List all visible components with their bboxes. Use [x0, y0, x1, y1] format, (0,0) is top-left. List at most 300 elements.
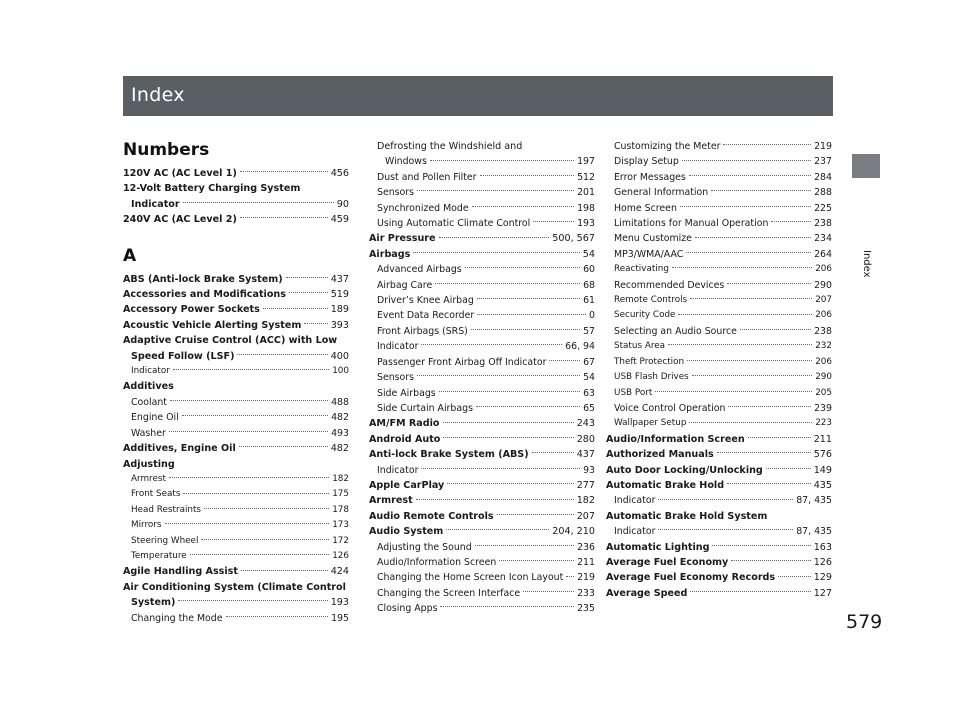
index-entry[interactable]: [369, 586, 595, 601]
index-entry[interactable]: [369, 540, 595, 555]
dot-leader: [173, 369, 329, 370]
index-entry-page[interactable]: 290: [814, 279, 832, 291]
index-entry-page[interactable]: 90: [336, 198, 349, 210]
index-entry-page[interactable]: 284: [814, 171, 832, 183]
index-entry-term: Wallpaper Setup: [614, 418, 687, 429]
dot-leader: [240, 171, 328, 172]
index-entry[interactable]: [606, 478, 832, 493]
index-entry-page[interactable]: 201: [577, 187, 595, 199]
index-entry-page[interactable]: 182: [576, 495, 595, 507]
dot-leader: [439, 391, 580, 392]
index-entry-term: Authorized Manuals: [606, 449, 714, 461]
index-entry-term: Limitations for Manual Operation: [614, 218, 769, 230]
dot-leader: [240, 217, 328, 218]
index-entry-page[interactable]: 204, 210: [552, 526, 595, 538]
index-entry[interactable]: [369, 339, 595, 354]
index-entry-term: Selecting an Audio Source: [614, 325, 737, 337]
dot-leader: [417, 375, 580, 376]
index-entry[interactable]: [123, 534, 349, 549]
dot-leader: [655, 391, 812, 392]
index-entry[interactable]: [606, 355, 832, 370]
index-entry-page[interactable]: 234: [814, 233, 832, 245]
index-entry[interactable]: [123, 472, 349, 487]
index-entry-page[interactable]: 219: [577, 572, 595, 584]
index-entry-term: Air Pressure: [369, 233, 436, 245]
index-entry-page[interactable]: 238: [814, 218, 832, 230]
index-entry[interactable]: [369, 370, 595, 385]
index-entry-page[interactable]: 193: [330, 597, 349, 609]
index-entry-page[interactable]: 87, 435: [796, 495, 832, 507]
index-entry[interactable]: [369, 231, 595, 246]
dot-leader: [417, 190, 574, 191]
dot-leader: [465, 267, 580, 268]
dot-leader: [731, 560, 810, 561]
dot-leader: [439, 237, 550, 238]
index-entry[interactable]: [123, 395, 349, 410]
index-entry[interactable]: [369, 185, 595, 200]
index-entry-term: Advanced Airbags: [377, 264, 462, 276]
index-entry-term: Side Airbags: [377, 387, 436, 399]
index-entry-page[interactable]: 207: [815, 295, 832, 306]
index-entry-page[interactable]: 66, 94: [565, 341, 595, 353]
index-entry[interactable]: [369, 509, 595, 524]
index-entry-term: Voice Control Operation: [614, 402, 726, 414]
index-entry-page[interactable]: 211: [813, 433, 832, 445]
index-entry-page[interactable]: 232: [815, 341, 832, 352]
index-entry-page[interactable]: 459: [330, 214, 349, 226]
index-entry[interactable]: [606, 416, 832, 431]
index-entry-term: Front Airbags (SRS): [377, 325, 468, 337]
index-entry-page[interactable]: 280: [576, 433, 595, 445]
dot-leader: [680, 206, 811, 207]
index-entry[interactable]: [606, 493, 832, 508]
section-heading: A: [123, 245, 137, 266]
dot-leader: [687, 360, 812, 361]
index-entry[interactable]: [123, 287, 349, 302]
index-entry-term: Status Area: [614, 341, 666, 352]
page-number: 579: [846, 611, 883, 633]
index-entry[interactable]: [606, 401, 832, 416]
index-entry-term: General Information: [614, 187, 709, 199]
index-entry-page[interactable]: 172: [332, 535, 349, 546]
index-entry-page[interactable]: 93: [583, 464, 595, 476]
index-entry-page[interactable]: 0: [589, 310, 595, 322]
index-entry-term: Accessories and Modifications: [123, 289, 286, 301]
index-entry-page[interactable]: 290: [815, 372, 832, 383]
index-entry-term: Average Speed: [606, 587, 688, 599]
index-entry-page[interactable]: 54: [583, 372, 595, 384]
index-entry[interactable]: [606, 555, 832, 570]
index-entry-term: Engine Oil: [131, 412, 179, 424]
index-entry[interactable]: [369, 216, 595, 231]
index-entry-term: Error Messages: [614, 171, 686, 183]
index-entry[interactable]: [606, 586, 832, 601]
index-entry[interactable]: [369, 524, 595, 539]
dot-leader: [499, 560, 574, 561]
dot-leader: [289, 292, 328, 293]
index-entry-term: Indicator: [614, 495, 656, 507]
index-entry[interactable]: [606, 339, 832, 354]
index-entry-page[interactable]: 65: [583, 402, 595, 414]
index-entry-page[interactable]: 493: [331, 427, 349, 439]
index-entry-page[interactable]: 60: [583, 264, 595, 276]
dot-leader: [668, 344, 812, 345]
index-entry[interactable]: [123, 611, 349, 626]
index-entry[interactable]: [606, 324, 832, 339]
index-entry-page[interactable]: 195: [331, 612, 349, 624]
index-entry-page[interactable]: 435: [813, 479, 832, 491]
dot-leader: [443, 422, 574, 423]
index-entry[interactable]: [369, 478, 595, 493]
index-entry-page[interactable]: 488: [331, 396, 349, 408]
index-entry-page[interactable]: 126: [813, 556, 832, 568]
index-entry-term: Sensors: [377, 372, 415, 384]
dot-leader: [727, 283, 811, 284]
index-entry[interactable]: [606, 247, 832, 262]
index-entry-page[interactable]: 211: [577, 556, 595, 568]
dot-leader: [477, 298, 580, 299]
index-entry[interactable]: [369, 493, 595, 508]
index-entry-page[interactable]: 219: [814, 141, 832, 152]
index-entry[interactable]: [606, 463, 832, 478]
index-entry[interactable]: [123, 364, 349, 379]
index-entry[interactable]: [369, 555, 595, 570]
index-entry-page[interactable]: 238: [814, 325, 832, 337]
dot-leader: [304, 323, 327, 324]
index-entry[interactable]: [606, 370, 832, 385]
dot-leader: [204, 508, 329, 509]
dot-leader: [658, 529, 793, 530]
dot-leader: [727, 483, 811, 484]
dot-leader: [430, 160, 574, 161]
dot-leader: [472, 206, 574, 207]
dot-leader: [421, 344, 562, 345]
index-entry-term: Customizing the Meter: [614, 141, 721, 152]
dot-leader: [446, 529, 549, 530]
index-entry[interactable]: [606, 278, 832, 293]
dot-leader: [169, 477, 329, 478]
index-entry-term: Event Data Recorder: [377, 310, 475, 322]
dot-leader: [690, 298, 812, 299]
index-entry-term: Indicator: [377, 341, 419, 353]
index-entry-page[interactable]: 233: [577, 587, 595, 599]
index-entry[interactable]: [369, 170, 595, 185]
index-entry[interactable]: [369, 447, 595, 462]
index-entry-term: Steering Wheel: [131, 535, 199, 546]
index-entry-page[interactable]: 424: [330, 566, 349, 578]
index-entry[interactable]: [606, 231, 832, 246]
index-entry-page[interactable]: 225: [814, 202, 832, 214]
index-entry[interactable]: [369, 355, 595, 370]
index-entry-term: Armrest: [131, 473, 166, 484]
index-entry-page[interactable]: 393: [330, 319, 349, 331]
index-entry-term: Average Fuel Economy: [606, 556, 729, 568]
index-entry-term: Anti-lock Brake System (ABS): [369, 449, 529, 461]
index-entry[interactable]: [369, 401, 595, 416]
index-entry-term: Synchronized Mode: [377, 202, 469, 214]
index-entry[interactable]: [606, 154, 832, 169]
index-entry[interactable]: [123, 518, 349, 533]
index-entry-page[interactable]: 126: [332, 550, 349, 561]
index-entry-term: Acoustic Vehicle Alerting System: [123, 319, 302, 331]
index-entry-page[interactable]: 206: [815, 264, 832, 275]
index-entry[interactable]: [606, 432, 832, 447]
index-entry-page[interactable]: 54: [582, 248, 595, 260]
dot-leader: [711, 190, 811, 191]
index-entry-term: Mirrors: [131, 520, 162, 531]
index-entry-term: USB Port: [614, 387, 653, 398]
index-entry-term: Indicator: [377, 464, 419, 476]
index-entry-term: Recommended Devices: [614, 279, 725, 291]
index-term: Adjusting: [123, 458, 175, 470]
index-entry-page[interactable]: 400: [330, 350, 349, 362]
index-entry-page[interactable]: 68: [583, 279, 595, 291]
index-entry[interactable]: [369, 201, 595, 216]
index-entry-term: Side Curtain Airbags: [377, 402, 473, 414]
index-entry-term: Speed Follow (LSF): [131, 350, 235, 362]
index-entry-page[interactable]: 127: [813, 587, 832, 599]
index-entry-term: Adjusting the Sound: [377, 541, 472, 553]
index-entry[interactable]: [606, 386, 832, 401]
index-entry-page[interactable]: 235: [577, 603, 595, 615]
index-entry-page[interactable]: 456: [330, 168, 349, 179]
index-entry-term: Additives, Engine Oil: [123, 443, 236, 455]
dot-leader: [549, 360, 580, 361]
index-entry-term: Menu Customize: [614, 233, 692, 245]
index-entry-page[interactable]: 500, 567: [552, 233, 595, 245]
index-entry-page[interactable]: 182: [332, 473, 349, 484]
index-entry-page[interactable]: 163: [813, 541, 832, 553]
index-term: Air Conditioning System (Climate Control: [123, 581, 346, 593]
index-entry[interactable]: [123, 503, 349, 518]
index-entry[interactable]: [606, 447, 832, 462]
dot-leader: [712, 545, 810, 546]
index-entry-page[interactable]: 61: [583, 295, 595, 307]
index-entry[interactable]: [369, 416, 595, 431]
dot-leader: [689, 175, 811, 176]
index-entry[interactable]: [123, 549, 349, 564]
side-tab-label: Index: [861, 250, 872, 278]
dot-leader: [190, 554, 329, 555]
index-entry[interactable]: [123, 197, 349, 212]
index-entry-page[interactable]: 149: [813, 464, 832, 476]
dot-leader: [690, 591, 810, 592]
index-entry-page[interactable]: 223: [815, 418, 832, 429]
index-entry[interactable]: [369, 278, 595, 293]
index-entry[interactable]: [123, 166, 349, 181]
index-term: Adaptive Cruise Control (ACC) with Low: [123, 335, 338, 347]
index-entry-page[interactable]: 519: [330, 289, 349, 301]
index-entry-page[interactable]: 576: [813, 449, 832, 461]
index-entry-page[interactable]: 288: [814, 187, 832, 199]
index-entry-term: Average Fuel Economy Records: [606, 572, 776, 584]
index-entry[interactable]: [123, 272, 349, 287]
side-tab: [854, 110, 876, 400]
dot-leader: [286, 277, 328, 278]
index-entry-page[interactable]: 243: [576, 418, 595, 430]
index-entry-term: Airbag Care: [377, 279, 433, 291]
index-entry-page[interactable]: 193: [577, 218, 595, 230]
index-entry[interactable]: [123, 426, 349, 441]
index-entry[interactable]: [606, 308, 832, 323]
dot-leader: [182, 415, 328, 416]
dot-leader: [165, 523, 330, 524]
index-entry-term: Passenger Front Airbag Off Indicator: [377, 356, 547, 368]
dot-leader: [178, 600, 327, 601]
dot-leader: [443, 437, 573, 438]
index-entry-page[interactable]: 236: [577, 541, 595, 553]
index-entry[interactable]: [369, 262, 595, 277]
index-entry[interactable]: [123, 212, 349, 227]
dot-leader: [421, 468, 580, 469]
index-term: Additives: [123, 381, 174, 393]
index-entry-term: MP3/WMA/AAC: [614, 248, 684, 260]
index-entry[interactable]: [123, 349, 349, 364]
index-entry-term: Auto Door Locking/Unlocking: [606, 464, 763, 476]
index-entry-term: Temperature: [131, 550, 187, 561]
index-entry[interactable]: [123, 595, 349, 610]
section-heading: Numbers: [123, 140, 210, 160]
dot-leader: [435, 283, 580, 284]
index-entry[interactable]: [606, 201, 832, 216]
index-entry-page[interactable]: 437: [576, 449, 595, 461]
index-entry[interactable]: [369, 324, 595, 339]
dot-leader: [239, 446, 328, 447]
index-entry-page[interactable]: 197: [577, 156, 595, 168]
index-entry-page[interactable]: 206: [815, 310, 832, 321]
index-entry-page[interactable]: 237: [814, 156, 832, 168]
index-entry-term: Dust and Pollen Filter: [377, 171, 477, 183]
index-entry-page[interactable]: 482: [331, 412, 349, 424]
index-entry-term: Theft Protection: [614, 356, 685, 367]
index-entry[interactable]: [123, 302, 349, 317]
index-entry-term: ABS (Anti-lock Brake System): [123, 273, 283, 285]
index-entry[interactable]: [123, 441, 349, 456]
index-entry-page[interactable]: 482: [330, 443, 349, 455]
index-entry[interactable]: [606, 570, 832, 585]
index-entry-term: Security Code: [614, 310, 676, 321]
index-entry-page[interactable]: 189: [330, 304, 349, 316]
index-entry-page[interactable]: 207: [576, 510, 595, 522]
index-entry-page[interactable]: 198: [577, 202, 595, 214]
index-entry-term: Driver’s Knee Airbag: [377, 295, 474, 307]
index-entry-page[interactable]: 206: [815, 356, 832, 367]
index-entry[interactable]: [369, 432, 595, 447]
index-entry[interactable]: [606, 170, 832, 185]
index-entry[interactable]: [606, 293, 832, 308]
dot-leader: [440, 606, 574, 607]
index-entry[interactable]: [369, 601, 595, 616]
index-entry[interactable]: [606, 540, 832, 555]
index-entry-term: Audio/Information Screen: [377, 556, 497, 568]
index-entry-term: Head Restraints: [131, 504, 202, 515]
index-entry-term: 120V AC (AC Level 1): [123, 168, 237, 179]
index-entry-page[interactable]: 175: [332, 489, 349, 500]
index-entry-term: Changing the Screen Interface: [377, 587, 521, 599]
index-entry-term: AM/FM Radio: [369, 418, 440, 430]
dot-leader: [237, 354, 327, 355]
index-entry-page[interactable]: 129: [813, 572, 832, 584]
index-entry-page[interactable]: 264: [814, 248, 832, 260]
index-entry[interactable]: [369, 293, 595, 308]
index-entry[interactable]: [369, 154, 595, 169]
index-entry[interactable]: [123, 318, 349, 333]
dot-leader: [263, 308, 328, 309]
index-entry-page[interactable]: 437: [330, 273, 349, 285]
index-entry-term: Coolant: [131, 396, 167, 408]
index-term: Automatic Brake Hold System: [606, 510, 768, 522]
dot-leader: [447, 483, 573, 484]
index-entry-page[interactable]: 277: [576, 479, 595, 491]
dot-leader: [475, 545, 574, 546]
index-entry-term: Sensors: [377, 187, 415, 199]
index-entry[interactable]: [606, 524, 832, 539]
index-entry-page[interactable]: 205: [815, 387, 832, 398]
index-entry-term: Airbags: [369, 248, 411, 260]
index-entry[interactable]: [606, 262, 832, 277]
index-entry[interactable]: [369, 247, 595, 262]
index-entry-page[interactable]: 63: [583, 387, 595, 399]
index-term: 12-Volt Battery Charging System: [123, 183, 301, 195]
dot-leader: [497, 514, 574, 515]
index-column-3: [606, 139, 832, 601]
index-entry-page[interactable]: 239: [814, 402, 832, 414]
index-entry-term: Home Screen: [614, 202, 677, 214]
dot-leader: [740, 329, 811, 330]
index-entry-page[interactable]: 100: [332, 366, 349, 377]
index-entry[interactable]: [606, 139, 832, 154]
dot-leader: [183, 493, 329, 494]
index-entry-term: Indicator: [131, 198, 180, 210]
index-entry-term: Automatic Lighting: [606, 541, 710, 553]
index-entry-page[interactable]: 87, 435: [796, 526, 832, 538]
index-entry[interactable]: [369, 386, 595, 401]
index-entry-page[interactable]: 67: [583, 356, 595, 368]
dot-leader: [201, 539, 329, 540]
index-entry[interactable]: [123, 487, 349, 502]
index-entry-page[interactable]: 512: [577, 171, 595, 183]
index-entry-term: Windows: [385, 156, 427, 168]
index-entry[interactable]: [369, 308, 595, 323]
dot-leader: [532, 452, 574, 453]
index-header-bar: [123, 76, 833, 116]
index-entry-term: Apple CarPlay: [369, 479, 445, 491]
index-entry-term: Front Seats: [131, 489, 181, 500]
dot-leader: [778, 576, 811, 577]
index-entry[interactable]: [369, 463, 595, 478]
index-entry-page[interactable]: 57: [583, 325, 595, 337]
dot-leader: [480, 175, 575, 176]
dot-leader: [416, 499, 574, 500]
dot-leader: [241, 570, 328, 571]
index-entry-term: Changing the Mode: [131, 612, 223, 624]
index-entry[interactable]: [123, 410, 349, 425]
index-entry[interactable]: [123, 564, 349, 579]
index-entry-page[interactable]: 178: [332, 504, 349, 515]
index-entry-term: Closing Apps: [377, 603, 438, 615]
index-entry-term: Audio System: [369, 526, 444, 538]
index-entry-term: Remote Controls: [614, 295, 688, 306]
index-entry[interactable]: [606, 185, 832, 200]
index-entry-page[interactable]: 173: [332, 520, 349, 531]
dot-leader: [413, 252, 579, 253]
index-entry-term: Reactivating: [614, 264, 669, 275]
index-entry[interactable]: [369, 570, 595, 585]
index-entry[interactable]: [606, 216, 832, 231]
dot-leader: [689, 422, 812, 423]
index-entry-term: Automatic Brake Hold: [606, 479, 725, 491]
dot-leader: [566, 576, 574, 577]
